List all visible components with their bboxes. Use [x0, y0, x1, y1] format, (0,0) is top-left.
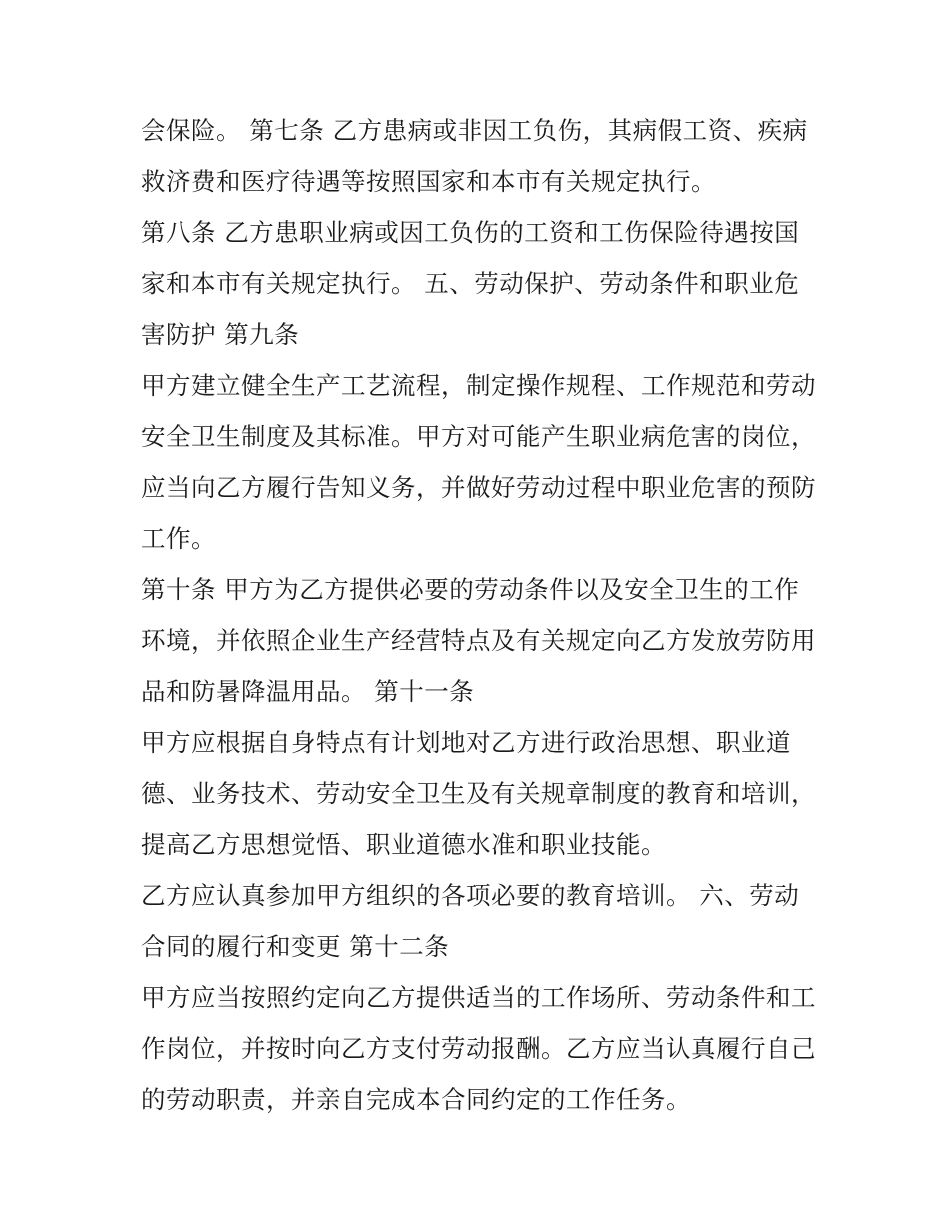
text-line: 乙方应认真参加甲方组织的各项必要的教育培训。 六、劳动 [141, 881, 800, 910]
text-line: 应当向乙方履行告知义务，并做好劳动过程中职业危害的预防 [141, 473, 816, 502]
text-line: 作岗位，并按时向乙方支付劳动报酬。乙方应当认真履行自己 [141, 1034, 816, 1063]
text-line: 环境，并依照企业生产经营特点及有关规定向乙方发放劳防用 [141, 626, 816, 655]
text-line: 甲方应根据自身特点有计划地对乙方进行政治思想、职业道 [141, 728, 791, 757]
text-line: 会保险。 第七条 乙方患病或非因工负伤，其病假工资、疾病 [141, 116, 808, 145]
text-line: 家和本市有关规定执行。 五、劳动保护、劳动条件和职业危 [141, 269, 800, 298]
text-line: 工作。 [141, 524, 216, 553]
text-line: 品和防暑降温用品。 第十一条 [141, 677, 475, 706]
text-line: 第十条 甲方为乙方提供必要的劳动条件以及安全卫生的工作 [141, 575, 800, 604]
text-line: 的劳动职责，并亲自完成本合同约定的工作任务。 [141, 1085, 691, 1114]
text-line: 德、业务技术、劳动安全卫生及有关规章制度的教育和培训， [141, 779, 816, 808]
text-line: 安全卫生制度及其标准。甲方对可能产生职业病危害的岗位， [141, 422, 816, 451]
document-body [141, 105, 831, 1125]
text-line: 救济费和医疗待遇等按照国家和本市有关规定执行。 [141, 167, 716, 196]
text-line: 害防护 第九条 [141, 320, 300, 349]
text-line: 第八条 乙方患职业病或因工负伤的工资和工伤保险待遇按国 [141, 218, 800, 247]
text-line: 提高乙方思想觉悟、职业道德水准和职业技能。 [141, 830, 666, 859]
text-line: 甲方应当按照约定向乙方提供适当的工作场所、劳动条件和工 [141, 983, 816, 1012]
text-line: 合同的履行和变更 第十二条 [141, 932, 450, 961]
text-line: 甲方建立健全生产工艺流程，制定操作规程、工作规范和劳动 [141, 371, 816, 400]
